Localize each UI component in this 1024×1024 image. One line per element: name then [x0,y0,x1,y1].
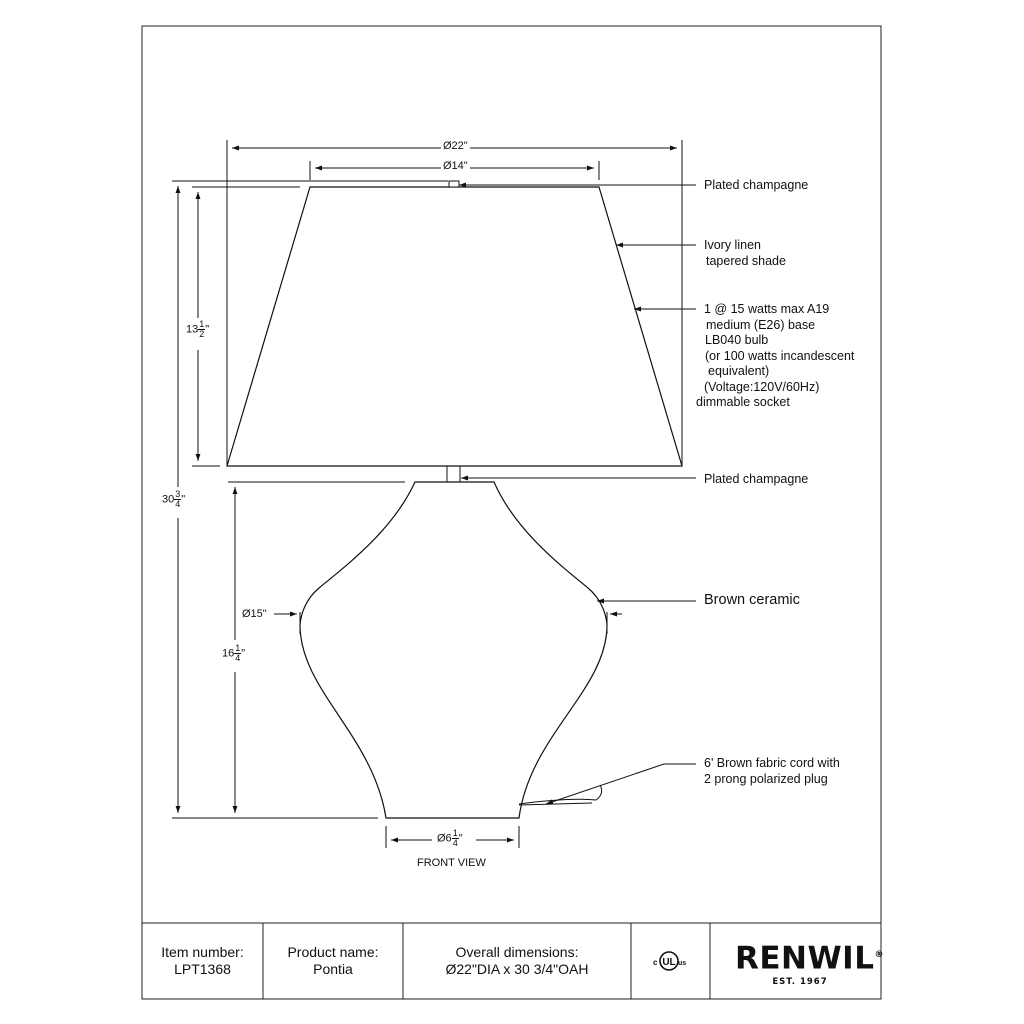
overall-height-whole: 30 [162,493,175,506]
overall-height-num: 3 [175,489,181,499]
finial-callout: Plated champagne [704,178,809,192]
shade-bottom-diameter-label: Ø22" [443,140,468,152]
shade-top-diameter-label: Ø14" [443,160,468,172]
body-height-label [222,644,245,663]
cord-callout-line1: 6' Brown fabric cord with [704,756,840,770]
body-callout: Brown ceramic [704,592,800,608]
overall-height-label [162,490,185,509]
shade-callout-line1: Ivory linen [704,238,761,252]
shade-height-num: 1 [199,319,205,329]
view-label: FRONT VIEW [417,857,486,869]
foot-diameter-whole: Ø6 [437,832,452,845]
foot-diameter-inch: " [458,832,463,845]
registered-mark: ® [874,950,884,960]
brand-wordmark: RENWIL [735,940,875,977]
body-height-dimension [228,482,405,813]
foot-diameter-den: 4 [452,838,458,848]
item-number-value: LPT1368 [174,961,231,977]
product-name-cell [263,923,403,999]
product-name-label: Product name: [287,944,379,960]
overall-height-den: 4 [175,499,181,509]
cert-ul-text: UL [662,957,676,968]
brand-name [735,938,884,977]
cul-us-certification-icon [652,944,686,978]
cord-callout [704,756,840,787]
overall-dimensions-cell [403,923,631,999]
shade-height-label [186,320,209,339]
bulb-line: 1 @ 15 watts max A19 [704,302,830,316]
brand-established: EST. 1967 [772,977,828,988]
bulb-line: equivalent) [708,364,770,378]
shade-height-inch: " [205,323,210,336]
lamp-body [300,482,607,818]
body-width-label: Ø15" [242,608,267,620]
bulb-line: medium (E26) base [706,317,816,332]
shade-height-whole: 13 [186,323,199,336]
shade-callout-line2: tapered shade [706,253,786,268]
foot-diameter-label [437,829,463,848]
foot-diameter-num: 1 [452,828,458,838]
bulb-line: LB040 bulb [705,333,769,347]
lamp-neck [443,466,465,482]
item-number-cell [142,923,263,999]
overall-dimensions-value: Ø22"DIA x 30 3/4"OAH [445,961,589,977]
overall-dimensions-label: Overall dimensions: [455,944,579,960]
foot-diameter-fraction [452,829,459,848]
neck-callout: Plated champagne [704,472,809,486]
bulb-line: dimmable socket [696,395,790,409]
body-height-den: 4 [235,653,241,663]
power-cord [519,785,602,804]
shade-bottom-diameter-dimension [227,140,682,466]
bulb-line: (Voltage:120V/60Hz) [704,379,820,394]
cert-c-text: c [653,958,658,967]
body-width-dimension [274,612,622,634]
leader-lines [459,185,696,804]
cord-callout-line2: 2 prong polarized plug [704,771,828,786]
lamp-shade [227,187,682,466]
body-height-inch: " [241,647,246,660]
body-height-whole: 16 [222,647,235,660]
bulb-callout [696,302,854,411]
finial [449,181,459,187]
overall-height-inch: " [181,493,186,506]
shade-callout [704,238,786,269]
body-height-num: 1 [235,643,241,653]
shade-height-den: 2 [199,329,205,339]
bulb-line: (or 100 watts incandescent [705,348,855,363]
item-number-label: Item number: [161,944,244,960]
product-name-value: Pontia [313,961,353,977]
renwil-logo [735,938,884,988]
cert-us-text: us [678,960,686,967]
overall-height-dimension [172,181,448,818]
